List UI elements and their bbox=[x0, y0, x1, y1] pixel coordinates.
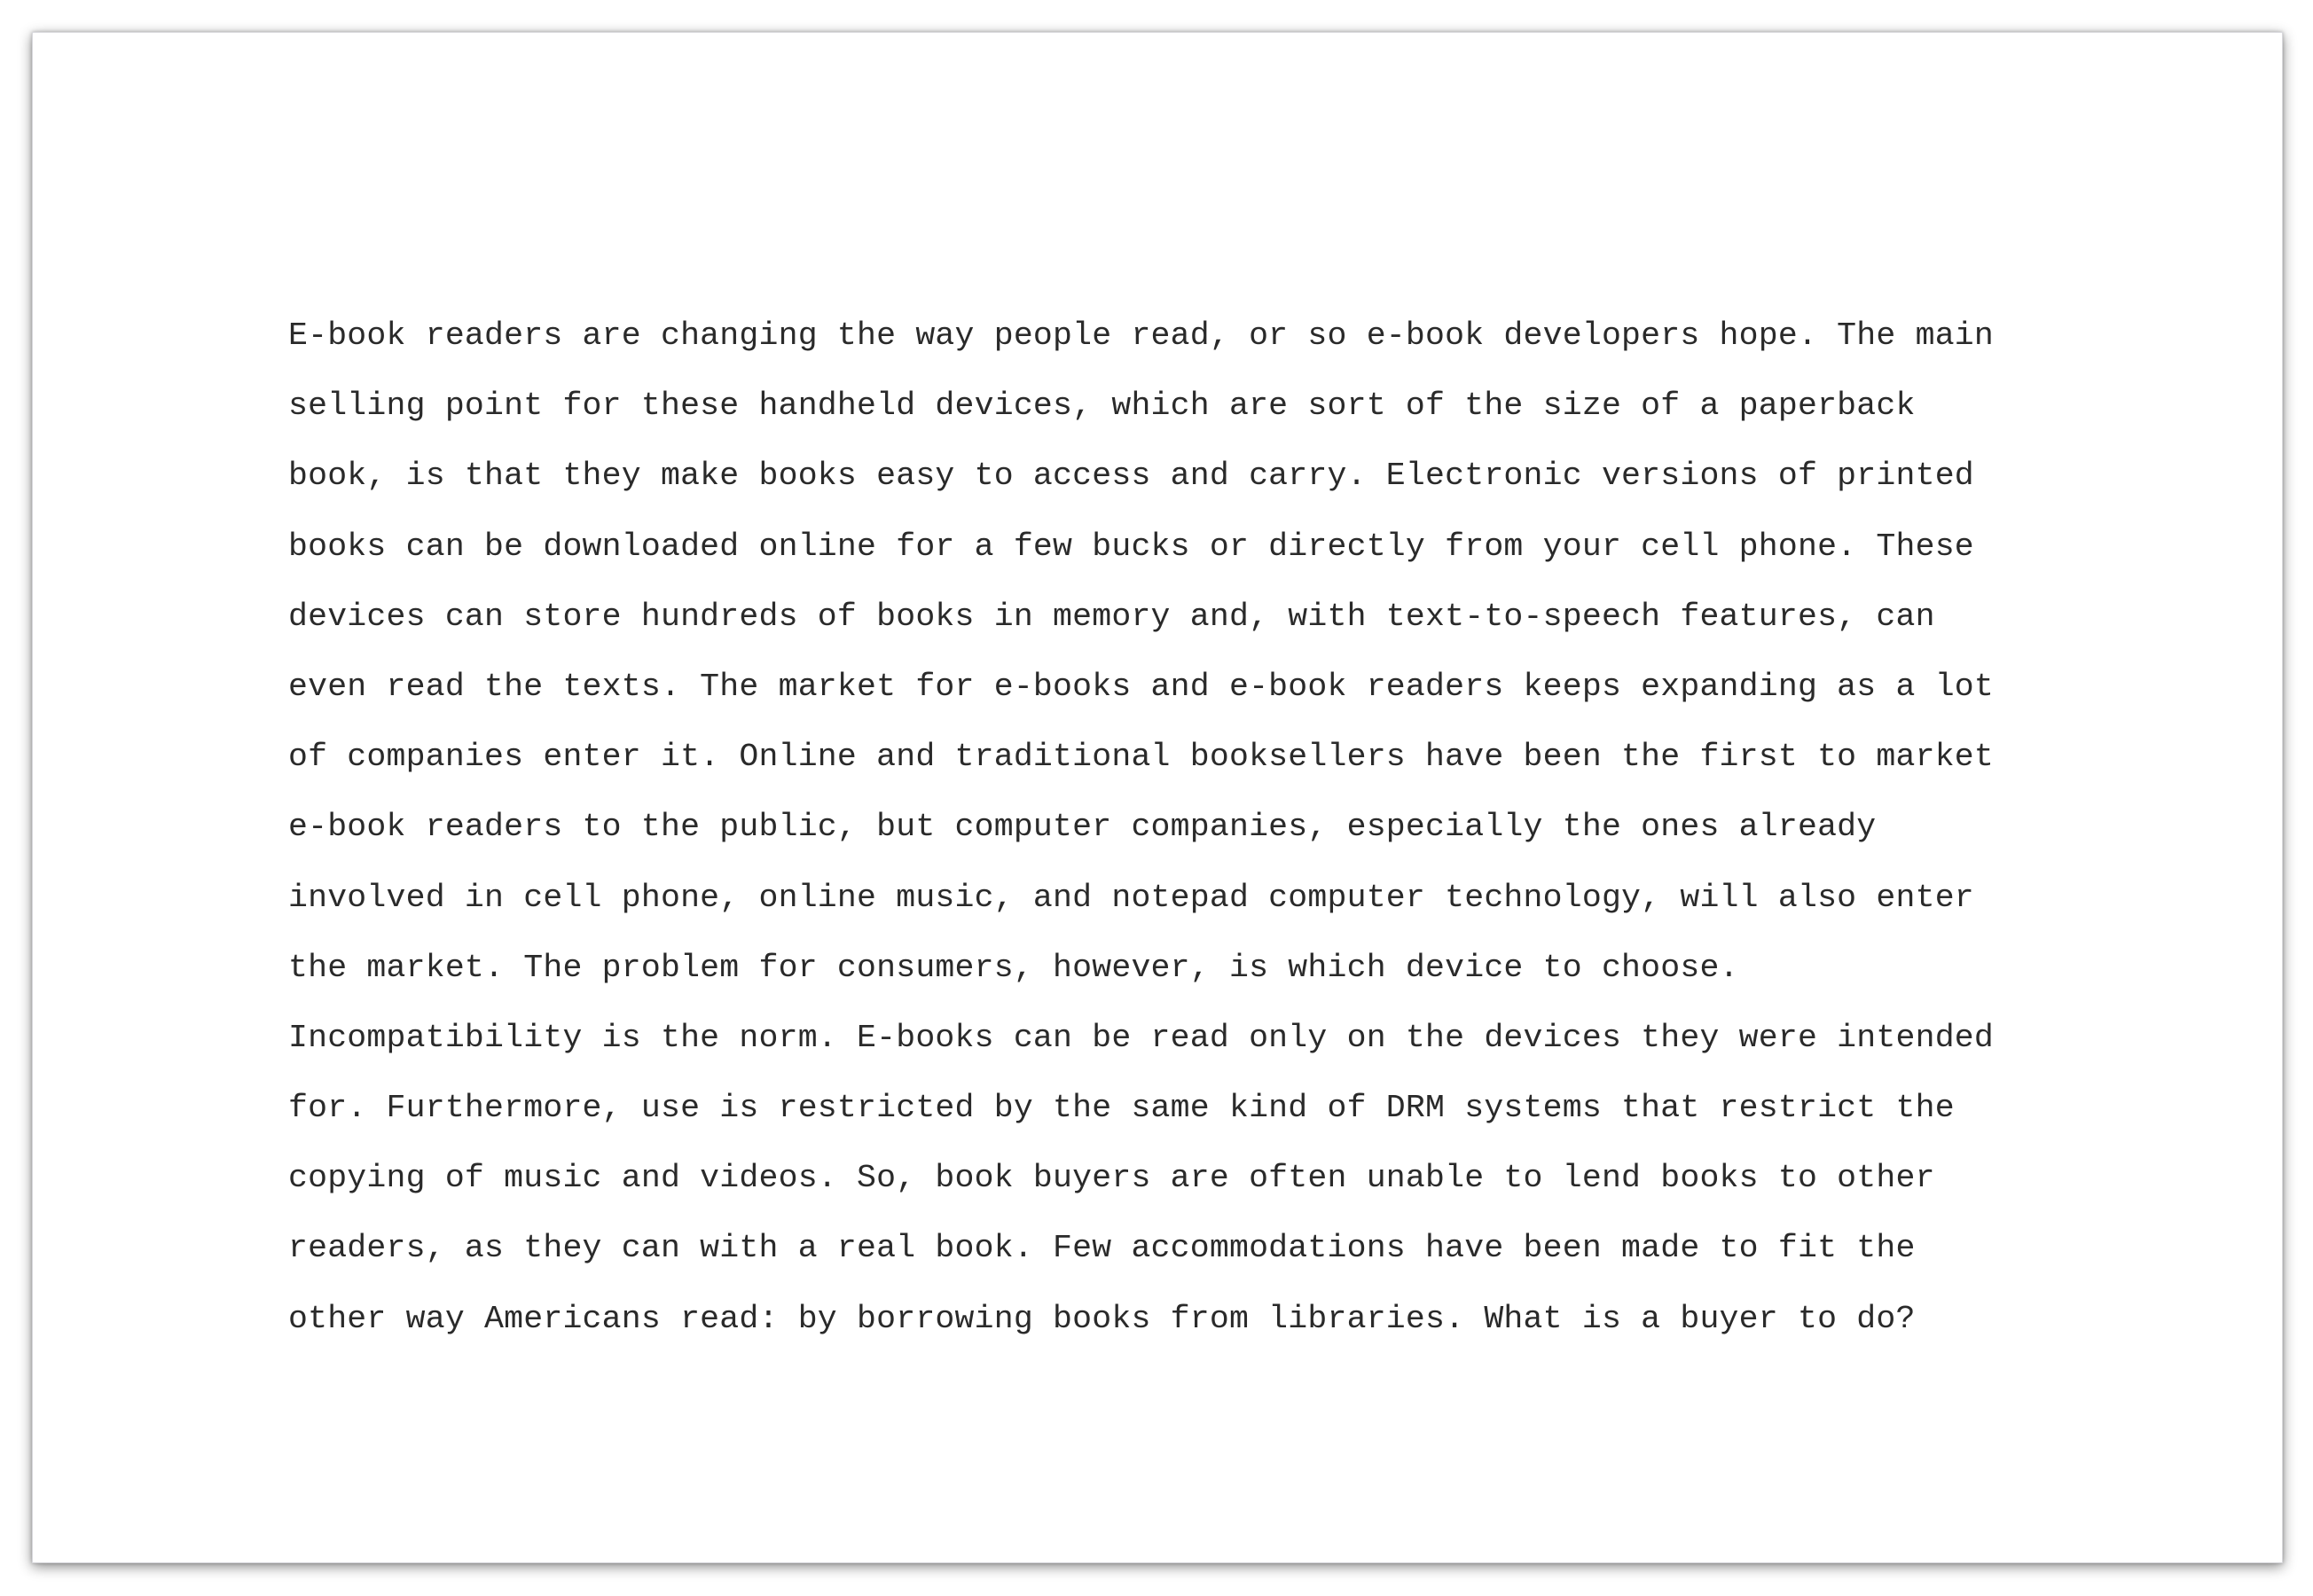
paragraph bbox=[288, 301, 2151, 1354]
paragraph-line-12: for. Furthermore, use is restricted by the same kind of DRM systems that restrict the bbox=[288, 1090, 1955, 1127]
paragraph-line-1: E-book readers are changing the way people read, or so e-book developers hope. The main bbox=[288, 317, 1995, 354]
paragraph-line-5: devices can store hundreds of books in memory and, with text-to-speech features, can bbox=[288, 598, 1935, 635]
paragraph-line-4: books can be downloaded online for a few bucks or directly from your cell phone. These bbox=[288, 528, 1974, 565]
paragraph-line-2: selling point for these handheld devices, which are sort of the size of a paperback bbox=[288, 387, 1916, 425]
paragraph-line-13: copying of music and videos. So, book buyers are often unable to lend books to other bbox=[288, 1160, 1935, 1197]
paragraph-line-10: the market. The problem for consumers, however, is which device to choose. bbox=[288, 949, 1739, 986]
paragraph-line-9: involved in cell phone, online music, and notepad computer technology, will also enter bbox=[288, 879, 1974, 916]
paragraph-line-8: e-book readers to the public, but computer companies, especially the ones already bbox=[288, 809, 1877, 846]
paragraph-line-15: other way Americans read: by borrowing books from libraries. What is a buyer to do? bbox=[288, 1300, 1916, 1337]
paragraph-line-3: book, is that they make books easy to access and carry. Electronic versions of printed bbox=[288, 458, 1974, 495]
paragraph-line-11: Incompatibility is the norm. E-books can be read only on the devices they were intended bbox=[288, 1019, 1995, 1056]
document-page bbox=[32, 32, 2283, 1563]
paragraph-line-7: of companies enter it. Online and traditional booksellers have been the first to market bbox=[288, 739, 1995, 776]
paragraph-line-14: readers, as they can with a real book. Few accommodations have been made to fit the bbox=[288, 1230, 1916, 1267]
paragraph-line-6: even read the texts. The market for e-books and e-book readers keeps expanding as a lot bbox=[288, 668, 1995, 705]
